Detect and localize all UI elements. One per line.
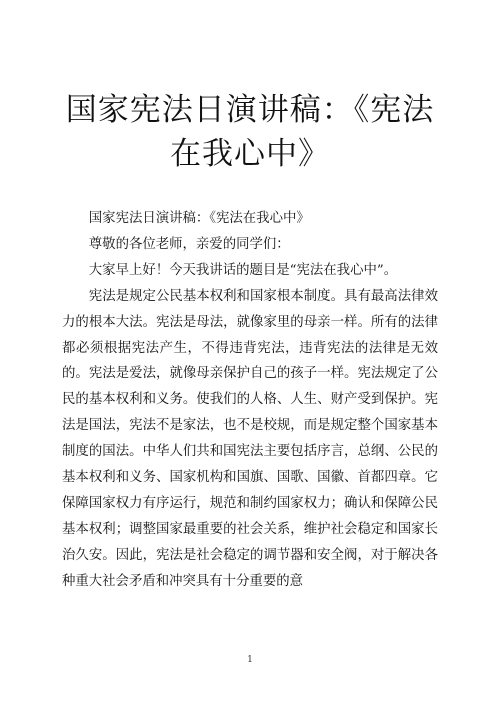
page-number: 1: [247, 655, 253, 665]
paragraph-body: 宪法是规定公民基本权利和国家根本制度。具有最高法律效力的根本大法。宪法是母法，就像家里的母亲一样。所有的法律都必须根据宪法产生，不得违背宪法，违背宪法的法律是无效的。宪法是爱法，就像母亲保护自己的孩子一样。宪法规定了公民的基本权利和义务。使我们的人格、人生、财产受到保护。宪法是国法，宪法不是家法，也不是校规，而是规定整个国家基本制度的国法。中华人们共和国宪法主要包括序言，总纲、公民的基本权利和义务、国家机构和国旗、国歌、国徽、首都四章。它保障国家权力有序运行，规范和制约国家权力；确认和保障公民基本权利；调整国家最重要的社会关系，维护社会稳定和国家长治久安。因此，宪法是社会稳定的调节器和安全阀，对于解决各种重大社会矛盾和冲突具有十分重要的意: [62, 288, 438, 589]
paragraph-subtitle: 国家宪法日演讲稿：《宪法在我心中》: [88, 211, 310, 226]
paragraph-greeting: 大家早上好！今天我讲话的题目是“宪法在我心中”。: [88, 262, 398, 278]
document-title: 国家宪法日演讲稿：《宪法在我心中》: [65, 92, 435, 172]
paragraph-salutation: 尊敬的各位老师，亲爱的同学们：: [88, 236, 290, 252]
document-body: [62, 206, 438, 595]
